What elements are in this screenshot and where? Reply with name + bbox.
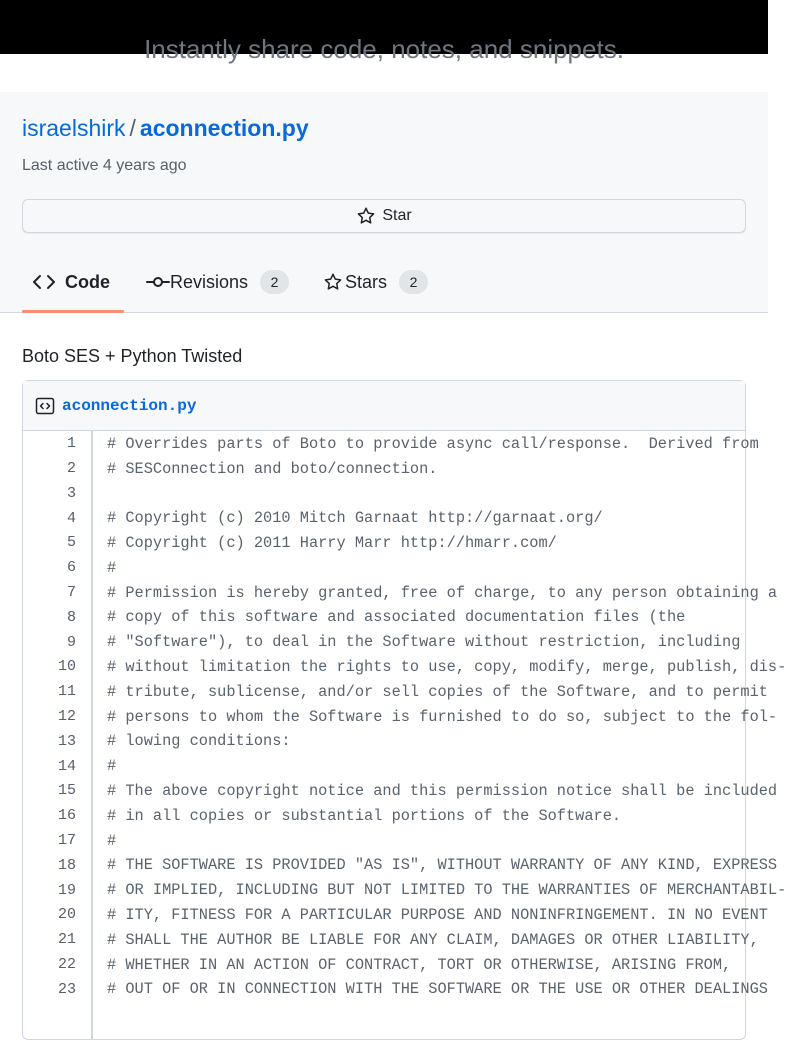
- code-line: [23, 531, 747, 556]
- line-number[interactable]: 23: [57, 980, 76, 998]
- code-lines: [23, 431, 786, 1002]
- line-code-text: #: [107, 831, 117, 850]
- line-code-text: # ITY, FITNESS FOR A PARTICULAR PURPOSE AND NONINFRINGEMENT. IN NO EVENT: [107, 905, 768, 924]
- code-line: [23, 655, 786, 680]
- line-code-text: # in all copies or substantial portions of the Software.: [107, 806, 622, 825]
- line-number[interactable]: 15: [57, 782, 76, 800]
- line-number[interactable]: 22: [57, 956, 76, 974]
- gist-owner-link[interactable]: israelshirk: [22, 115, 126, 141]
- line-number[interactable]: 11: [57, 683, 76, 701]
- line-code-text: # SESConnection and boto/connection.: [107, 459, 438, 478]
- line-code-text: # WHETHER IN AN ACTION OF CONTRACT, TORT OR OTHERWISE, ARISING FROM,: [107, 955, 732, 974]
- star-icon: [321, 270, 345, 294]
- code-line: [23, 704, 778, 729]
- line-number[interactable]: 14: [57, 757, 76, 775]
- file-name-link[interactable]: aconnection.py: [62, 396, 197, 415]
- line-number[interactable]: 9: [66, 633, 76, 651]
- line-code-text: # Copyright (c) 2011 Harry Marr http://hmarr.com/: [107, 533, 557, 552]
- line-code-text: #: [107, 757, 117, 776]
- revisions-counter: 2: [260, 270, 289, 294]
- line-number[interactable]: 5: [66, 534, 76, 552]
- code-line: [23, 506, 747, 531]
- git-commit-icon: [146, 270, 170, 294]
- code-line: [23, 679, 768, 704]
- tab-revisions-label: Revisions: [170, 272, 249, 292]
- line-number[interactable]: 1: [66, 435, 76, 453]
- line-code-text: # "Software"), to deal in the Software without restriction, including: [107, 633, 741, 652]
- gist-tabs: [22, 260, 428, 313]
- code-line: [23, 828, 747, 853]
- tab-stars-label: Stars: [345, 272, 388, 292]
- line-code-text: # OUT OF OR IN CONNECTION WITH THE SOFTWARE OR THE USE OR OTHER DEALINGS: [107, 980, 768, 999]
- tab-revisions[interactable]: [146, 260, 289, 313]
- banner-tagline: Instantly share code, notes, and snippets.: [144, 34, 624, 64]
- code-line: [23, 853, 778, 878]
- line-code-text: #: [107, 558, 117, 577]
- code-line: [23, 729, 747, 754]
- line-number[interactable]: 4: [66, 509, 76, 527]
- gist-name-link[interactable]: aconnection.py: [139, 115, 309, 141]
- code-area[interactable]: [23, 431, 786, 1039]
- code-line: [23, 903, 768, 928]
- tab-stars[interactable]: [321, 260, 428, 313]
- line-code-text: # Overrides parts of Boto to provide async call/response. Derived from: [107, 434, 759, 453]
- line-code-text: # Copyright (c) 2010 Mitch Garnaat http://garnaat.org/: [107, 509, 603, 528]
- line-number[interactable]: 6: [66, 559, 76, 577]
- breadcrumb-separator: /: [129, 115, 136, 141]
- code-line: [23, 456, 747, 481]
- code-line: [23, 927, 759, 952]
- code-line: [23, 952, 747, 977]
- line-number[interactable]: 2: [66, 460, 76, 478]
- breadcrumb: [22, 114, 309, 142]
- star-button[interactable]: [22, 199, 746, 233]
- line-number[interactable]: 18: [57, 856, 76, 874]
- file-box: [22, 380, 786, 1040]
- gist-header: [0, 92, 768, 313]
- line-code-text: # The above copyright notice and this permission notice shall be included: [107, 781, 778, 800]
- star-icon: [356, 206, 376, 226]
- line-code-text: # tribute, sublicense, and/or sell copies of the Software, and to permit: [107, 682, 768, 701]
- line-code-text: # SHALL THE AUTHOR BE LIABLE FOR ANY CLAIM, DAMAGES OR OTHER LIABILITY,: [107, 930, 759, 949]
- code-line: [23, 580, 778, 605]
- code-line: [23, 779, 778, 804]
- star-button-label: Star: [382, 207, 412, 224]
- line-number[interactable]: 10: [57, 658, 76, 676]
- line-number[interactable]: 13: [57, 732, 76, 750]
- code-line: [23, 605, 747, 630]
- line-code-text: # lowing conditions:: [107, 732, 291, 751]
- file-header: [23, 381, 745, 431]
- code-line: [23, 630, 747, 655]
- code-line: [23, 555, 747, 580]
- line-number[interactable]: 20: [57, 906, 76, 924]
- code-line: [23, 481, 747, 506]
- line-code-text: # copy of this software and associated documentation files (the: [107, 608, 686, 627]
- line-code-text: # Permission is hereby granted, free of charge, to any person obtaining a: [107, 583, 778, 602]
- line-number[interactable]: 3: [66, 484, 76, 502]
- line-number[interactable]: 17: [57, 832, 76, 850]
- signup-banner: [0, 34, 768, 92]
- line-code-text: # without limitation the rights to use, copy, modify, merge, publish, dis-: [107, 657, 786, 676]
- line-number[interactable]: 8: [66, 608, 76, 626]
- stars-counter: 2: [399, 270, 428, 294]
- last-active-text: Last active 4 years ago: [22, 157, 187, 174]
- code-line: [23, 754, 747, 779]
- line-number[interactable]: 19: [57, 881, 76, 899]
- code-line: [23, 977, 768, 1002]
- code-icon: [32, 270, 56, 294]
- line-code-text: # THE SOFTWARE IS PROVIDED "AS IS", WITHOUT WARRANTY OF ANY KIND, EXPRESS: [107, 856, 778, 875]
- code-line: [23, 431, 759, 456]
- gist-description: Boto SES + Python Twisted: [22, 346, 243, 366]
- code-line: [23, 803, 747, 828]
- line-number[interactable]: 7: [66, 584, 76, 602]
- code-line: [23, 878, 786, 903]
- line-code-text: # persons to whom the Software is furnished to do so, subject to the fol-: [107, 707, 778, 726]
- file-code-icon: [35, 396, 55, 416]
- line-number[interactable]: 12: [57, 708, 76, 726]
- tab-code-label: Code: [65, 272, 110, 292]
- tab-code[interactable]: [22, 260, 124, 313]
- line-code-text: # OR IMPLIED, INCLUDING BUT NOT LIMITED TO THE WARRANTIES OF MERCHANTABIL-: [107, 881, 786, 900]
- line-number[interactable]: 16: [57, 807, 76, 825]
- line-number[interactable]: 21: [57, 931, 76, 949]
